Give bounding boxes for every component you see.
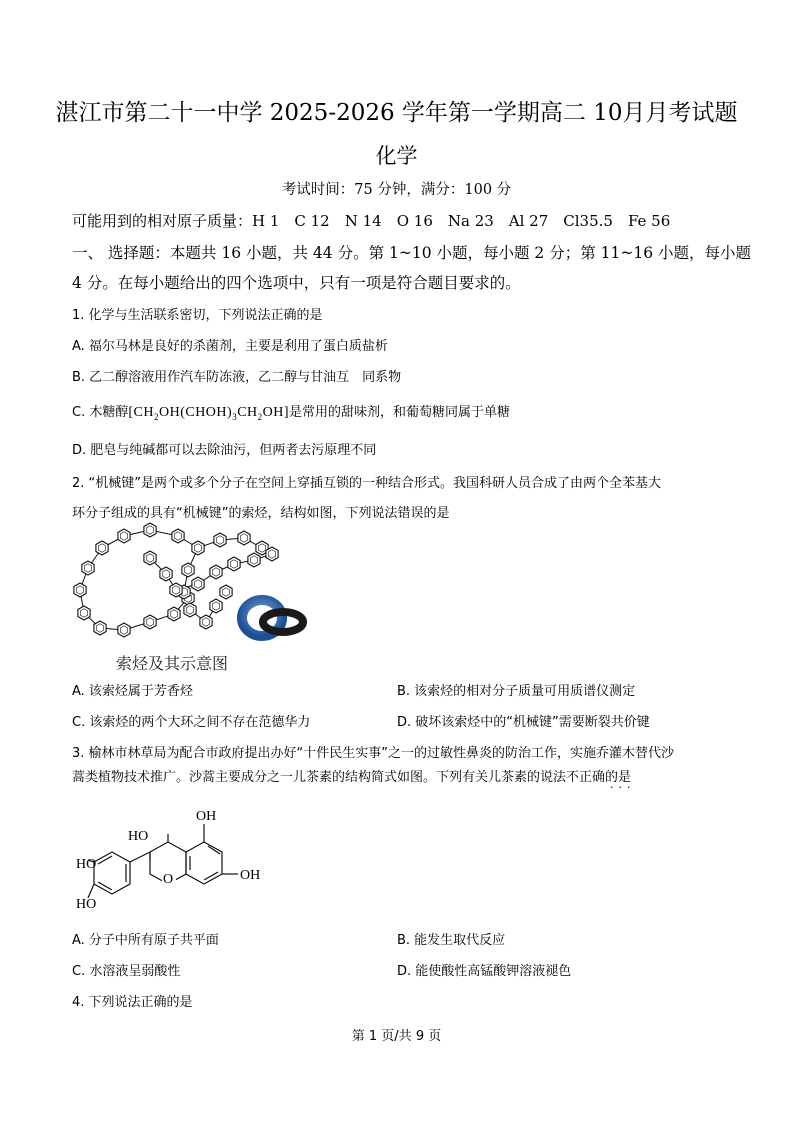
catechin-structure-figure [72, 800, 292, 920]
q2-option-d: D. 破坏该索烃中的“机械键”需要断裂共价键 [397, 715, 650, 730]
q3-option-d: D. 能使酸性高锰酸钾溶液褪色 [397, 964, 572, 979]
q1-stem: 1. 化学与生活联系密切，下列说法正确的是 [72, 308, 323, 323]
catenane-structure-figure [66, 518, 326, 652]
q3-stem-line2: 蒿类植物技术推广。沙蒿主要成分之一儿茶素的结构简式如图。下列有关儿茶素的说法不正确的是 [72, 770, 632, 785]
q2-option-a: A. 该索烃属于芳香烃 [72, 684, 193, 699]
figure-caption: 索烃及其示意图 [116, 654, 229, 673]
page-footer: 第 1 页/共 9 页 [351, 1029, 442, 1044]
q1-option-c-suffix: 是常用的甜味剂，和葡萄糖同属于单糖 [289, 405, 511, 420]
q1-option-b: B. 乙二醇溶液用作汽车防冻液，乙二醇与甘油互 同系物 [72, 370, 402, 385]
q3-option-b: B. 能发生取代反应 [397, 933, 506, 948]
hydroxyl-label-top: OH [196, 809, 217, 824]
q3-option-c: C. 水溶液呈弱酸性 [72, 964, 181, 979]
q2-option-b: B. 该索烃的相对分子质量可用质谱仪测定 [397, 684, 636, 699]
q4-stem: 4. 下列说法正确的是 [72, 995, 193, 1010]
q1-option-c [72, 401, 510, 422]
q1-option-d: D. 肥皂与纯碱都可以去除油污，但两者去污原理不同 [72, 443, 377, 458]
section-instructions-line1: 一、 选择题：本题共 16 小题，共 44 分。第 1~10 小题，每小题 2 分；第 11~16 小题，每小题 [72, 244, 752, 262]
section-instructions-line2: 4 分。在每小题给出的四个选项中，只有一项是符合题目要求的。 [72, 274, 521, 292]
q2-stem-line2: 环分子组成的具有“机械键”的索烃，结构如图，下列说法错误的是 [72, 506, 450, 521]
hydroxyl-label-lower-left: HO [76, 897, 97, 912]
hydroxyl-label-right: OH [240, 868, 261, 883]
xylitol-formula: $[CH_2OH(CHOH)_3CH_2OH]$ [128, 405, 290, 422]
emphasis-dots: ··· [610, 781, 636, 794]
exam-title: 湛江市第二十一中学 2025-2026 学年第一学期高二 10月月考试题 [55, 100, 738, 126]
q1-option-c-prefix: C. 木糖醇 [72, 405, 129, 420]
q2-option-c: C. 该索烃的两个大环之间不存在范德华力 [72, 715, 311, 730]
atomic-masses: 可能用到的相对原子质量：H 1 C 12 N 14 O 16 Na 23 Al 27 Cl35.5 Fe 56 [72, 212, 671, 230]
q2-stem-line1: 2. “机械键”是两个或多个分子在空间上穿插互锁的一种结合形式。我国科研人员合成了由两个全苯基大 [72, 476, 662, 491]
hydroxyl-label-upper-left: HO [76, 857, 97, 872]
subject-heading: 化学 [375, 144, 418, 168]
ring-oxygen-label: O [163, 872, 174, 887]
q1-option-a: A. 福尔马林是良好的杀菌剂，主要是利用了蛋白质盐析 [72, 339, 388, 354]
hydroxyl-label-ring: HO [128, 829, 149, 844]
exam-info: 考试时间：75 分钟，满分：100 分 [281, 182, 512, 198]
q3-option-a: A. 分子中所有原子共平面 [72, 933, 219, 948]
q3-stem-line1: 3. 榆林市林草局为配合市政府提出办好“十件民生实事”之一的过敏性鼻炎的防治工作，实施乔灌木替代沙 [72, 746, 675, 761]
